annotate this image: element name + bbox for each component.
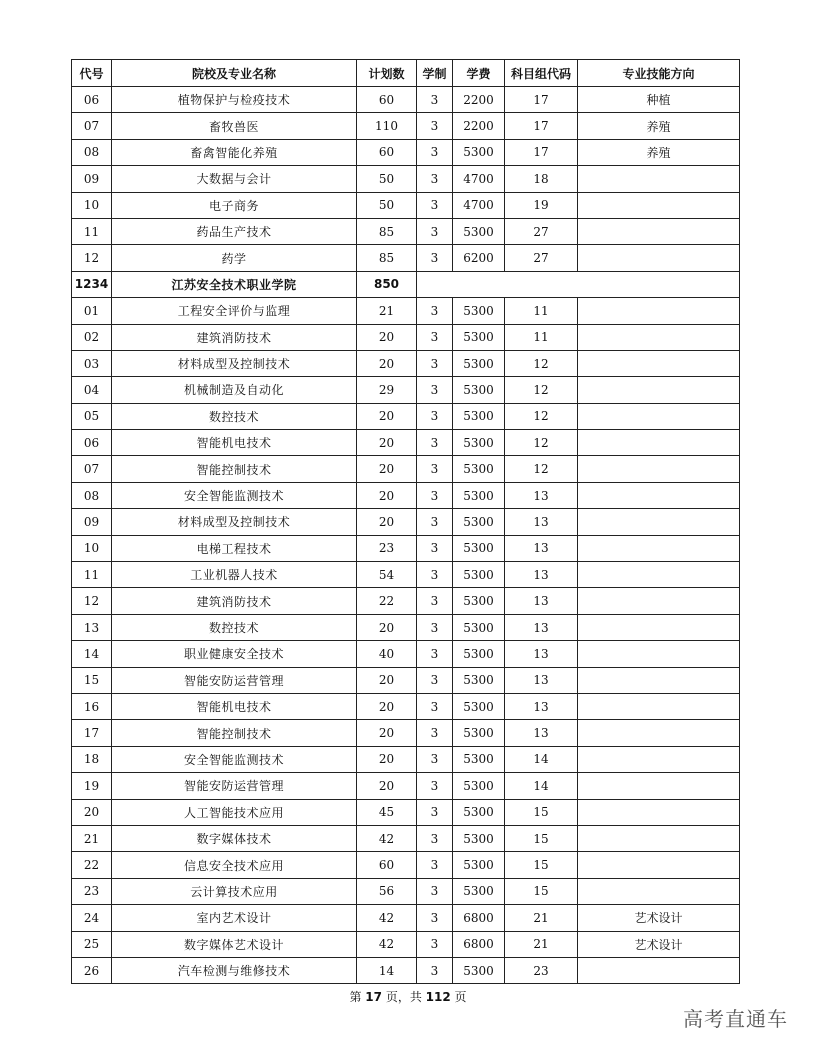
institution-row bbox=[72, 271, 740, 297]
subject-group-code: 17 bbox=[505, 113, 578, 139]
major-name: 数字媒体艺术设计 bbox=[112, 931, 357, 957]
header-direction: 专业技能方向 bbox=[578, 60, 740, 87]
subject-group-code: 15 bbox=[505, 878, 578, 904]
major-name: 植物保护与检疫技术 bbox=[112, 87, 357, 113]
table-row bbox=[72, 298, 740, 324]
tuition-fee: 5300 bbox=[453, 482, 505, 508]
major-name: 智能安防运营管理 bbox=[112, 773, 357, 799]
subject-group-code: 15 bbox=[505, 852, 578, 878]
study-years: 3 bbox=[417, 588, 453, 614]
major-name: 智能机电技术 bbox=[112, 693, 357, 719]
table-row bbox=[72, 746, 740, 772]
table-row bbox=[72, 693, 740, 719]
subject-group-code: 13 bbox=[505, 588, 578, 614]
major-code: 25 bbox=[72, 931, 112, 957]
major-code: 03 bbox=[72, 350, 112, 376]
footer-middle: 页，共 bbox=[382, 990, 426, 1004]
tuition-fee: 5300 bbox=[453, 324, 505, 350]
plan-count: 42 bbox=[357, 905, 417, 931]
enrollment-plan-table bbox=[71, 59, 740, 984]
plan-count: 20 bbox=[357, 509, 417, 535]
header-name: 院校及专业名称 bbox=[112, 60, 357, 87]
plan-count: 23 bbox=[357, 535, 417, 561]
skill-direction bbox=[578, 852, 740, 878]
skill-direction bbox=[578, 456, 740, 482]
major-name: 大数据与会计 bbox=[112, 166, 357, 192]
tuition-fee: 5300 bbox=[453, 588, 505, 614]
subject-group-code: 11 bbox=[505, 324, 578, 350]
major-code: 05 bbox=[72, 403, 112, 429]
major-name: 药学 bbox=[112, 245, 357, 271]
plan-count: 40 bbox=[357, 641, 417, 667]
major-code: 12 bbox=[72, 588, 112, 614]
table-body bbox=[72, 87, 740, 984]
skill-direction bbox=[578, 641, 740, 667]
subject-group-code: 19 bbox=[505, 192, 578, 218]
major-name: 人工智能技术应用 bbox=[112, 799, 357, 825]
table-row bbox=[72, 245, 740, 271]
tuition-fee: 4700 bbox=[453, 192, 505, 218]
study-years: 3 bbox=[417, 218, 453, 244]
table-row bbox=[72, 825, 740, 851]
major-code: 18 bbox=[72, 746, 112, 772]
subject-group-code: 15 bbox=[505, 825, 578, 851]
plan-count: 50 bbox=[357, 192, 417, 218]
skill-direction: 养殖 bbox=[578, 139, 740, 165]
subject-group-code: 27 bbox=[505, 245, 578, 271]
subject-group-code: 14 bbox=[505, 773, 578, 799]
table-row bbox=[72, 482, 740, 508]
subject-group-code: 17 bbox=[505, 87, 578, 113]
study-years: 3 bbox=[417, 773, 453, 799]
subject-group-code: 13 bbox=[505, 720, 578, 746]
table-row bbox=[72, 905, 740, 931]
watermark-text: 高考直通车 bbox=[683, 1007, 788, 1031]
header-row bbox=[72, 60, 740, 87]
major-name: 材料成型及控制技术 bbox=[112, 350, 357, 376]
skill-direction: 艺术设计 bbox=[578, 905, 740, 931]
major-name: 安全智能监测技术 bbox=[112, 482, 357, 508]
subject-group-code: 21 bbox=[505, 931, 578, 957]
major-name: 智能机电技术 bbox=[112, 430, 357, 456]
tuition-fee: 2200 bbox=[453, 113, 505, 139]
subject-group-code: 13 bbox=[505, 535, 578, 561]
plan-count: 20 bbox=[357, 456, 417, 482]
major-code: 22 bbox=[72, 852, 112, 878]
study-years: 3 bbox=[417, 878, 453, 904]
subject-group-code: 13 bbox=[505, 693, 578, 719]
skill-direction bbox=[578, 878, 740, 904]
tuition-fee: 5300 bbox=[453, 218, 505, 244]
tuition-fee: 5300 bbox=[453, 720, 505, 746]
major-code: 16 bbox=[72, 693, 112, 719]
tuition-fee: 5300 bbox=[453, 878, 505, 904]
skill-direction bbox=[578, 535, 740, 561]
major-name: 安全智能监测技术 bbox=[112, 746, 357, 772]
table-row bbox=[72, 535, 740, 561]
major-code: 02 bbox=[72, 324, 112, 350]
subject-group-code: 13 bbox=[505, 482, 578, 508]
tuition-fee: 5300 bbox=[453, 746, 505, 772]
table-row bbox=[72, 562, 740, 588]
header-years: 学制 bbox=[417, 60, 453, 87]
header-plan: 计划数 bbox=[357, 60, 417, 87]
table-row bbox=[72, 588, 740, 614]
tuition-fee: 5300 bbox=[453, 350, 505, 376]
major-name: 药品生产技术 bbox=[112, 218, 357, 244]
major-name: 智能控制技术 bbox=[112, 720, 357, 746]
subject-group-code: 13 bbox=[505, 562, 578, 588]
skill-direction bbox=[578, 218, 740, 244]
major-code: 01 bbox=[72, 298, 112, 324]
major-code: 07 bbox=[72, 456, 112, 482]
study-years: 3 bbox=[417, 482, 453, 508]
skill-direction bbox=[578, 245, 740, 271]
major-name: 汽车检测与维修技术 bbox=[112, 957, 357, 983]
subject-group-code: 14 bbox=[505, 746, 578, 772]
table-row bbox=[72, 403, 740, 429]
skill-direction bbox=[578, 298, 740, 324]
study-years: 3 bbox=[417, 693, 453, 719]
study-years: 3 bbox=[417, 377, 453, 403]
plan-count: 20 bbox=[357, 614, 417, 640]
tuition-fee: 2200 bbox=[453, 87, 505, 113]
tuition-fee: 5300 bbox=[453, 614, 505, 640]
study-years: 3 bbox=[417, 825, 453, 851]
table-row bbox=[72, 430, 740, 456]
skill-direction bbox=[578, 377, 740, 403]
tuition-fee: 5300 bbox=[453, 139, 505, 165]
subject-group-code: 17 bbox=[505, 139, 578, 165]
study-years: 3 bbox=[417, 562, 453, 588]
study-years: 3 bbox=[417, 350, 453, 376]
study-years: 3 bbox=[417, 87, 453, 113]
subject-group-code: 12 bbox=[505, 377, 578, 403]
study-years: 3 bbox=[417, 166, 453, 192]
table-row bbox=[72, 878, 740, 904]
study-years: 3 bbox=[417, 245, 453, 271]
tuition-fee: 5300 bbox=[453, 693, 505, 719]
major-code: 14 bbox=[72, 641, 112, 667]
plan-count: 42 bbox=[357, 931, 417, 957]
tuition-fee: 5300 bbox=[453, 403, 505, 429]
major-name: 职业健康安全技术 bbox=[112, 641, 357, 667]
study-years: 3 bbox=[417, 852, 453, 878]
skill-direction bbox=[578, 825, 740, 851]
plan-count: 56 bbox=[357, 878, 417, 904]
footer-prefix: 第 bbox=[349, 990, 366, 1004]
plan-count: 20 bbox=[357, 403, 417, 429]
current-page-number: 17 bbox=[365, 990, 382, 1004]
major-name: 机械制造及自动化 bbox=[112, 377, 357, 403]
skill-direction: 种植 bbox=[578, 87, 740, 113]
major-name: 智能控制技术 bbox=[112, 456, 357, 482]
table-row bbox=[72, 641, 740, 667]
tuition-fee: 5300 bbox=[453, 377, 505, 403]
table-row bbox=[72, 667, 740, 693]
study-years: 3 bbox=[417, 113, 453, 139]
major-code: 06 bbox=[72, 430, 112, 456]
skill-direction bbox=[578, 667, 740, 693]
major-code: 26 bbox=[72, 957, 112, 983]
subject-group-code: 11 bbox=[505, 298, 578, 324]
table-header bbox=[72, 60, 740, 87]
institution-plan-count: 850 bbox=[357, 271, 417, 297]
table-row bbox=[72, 456, 740, 482]
major-code: 21 bbox=[72, 825, 112, 851]
table-row bbox=[72, 720, 740, 746]
subject-group-code: 12 bbox=[505, 403, 578, 429]
plan-count: 42 bbox=[357, 825, 417, 851]
institution-code: 1234 bbox=[72, 271, 112, 297]
plan-count: 20 bbox=[357, 482, 417, 508]
plan-count: 21 bbox=[357, 298, 417, 324]
major-code: 09 bbox=[72, 509, 112, 535]
study-years: 3 bbox=[417, 139, 453, 165]
tuition-fee: 5300 bbox=[453, 799, 505, 825]
subject-group-code: 18 bbox=[505, 166, 578, 192]
tuition-fee: 5300 bbox=[453, 298, 505, 324]
major-code: 08 bbox=[72, 139, 112, 165]
major-code: 24 bbox=[72, 905, 112, 931]
major-name: 畜禽智能化养殖 bbox=[112, 139, 357, 165]
major-code: 23 bbox=[72, 878, 112, 904]
table-row bbox=[72, 509, 740, 535]
table-row bbox=[72, 139, 740, 165]
skill-direction: 艺术设计 bbox=[578, 931, 740, 957]
plan-count: 20 bbox=[357, 746, 417, 772]
subject-group-code: 21 bbox=[505, 905, 578, 931]
subject-group-code: 23 bbox=[505, 957, 578, 983]
subject-group-code: 13 bbox=[505, 667, 578, 693]
tuition-fee: 6200 bbox=[453, 245, 505, 271]
tuition-fee: 6800 bbox=[453, 931, 505, 957]
subject-group-code: 12 bbox=[505, 430, 578, 456]
major-name: 工业机器人技术 bbox=[112, 562, 357, 588]
tuition-fee: 6800 bbox=[453, 905, 505, 931]
study-years: 3 bbox=[417, 192, 453, 218]
subject-group-code: 13 bbox=[505, 509, 578, 535]
skill-direction bbox=[578, 509, 740, 535]
table-row bbox=[72, 773, 740, 799]
major-code: 17 bbox=[72, 720, 112, 746]
major-code: 08 bbox=[72, 482, 112, 508]
major-code: 10 bbox=[72, 535, 112, 561]
study-years: 3 bbox=[417, 957, 453, 983]
major-code: 09 bbox=[72, 166, 112, 192]
major-name: 畜牧兽医 bbox=[112, 113, 357, 139]
study-years: 3 bbox=[417, 324, 453, 350]
plan-count: 60 bbox=[357, 139, 417, 165]
tuition-fee: 5300 bbox=[453, 852, 505, 878]
table-row bbox=[72, 957, 740, 983]
major-name: 信息安全技术应用 bbox=[112, 852, 357, 878]
plan-count: 29 bbox=[357, 377, 417, 403]
footer-suffix: 页 bbox=[450, 990, 467, 1004]
tuition-fee: 5300 bbox=[453, 456, 505, 482]
major-name: 数字媒体技术 bbox=[112, 825, 357, 851]
study-years: 3 bbox=[417, 298, 453, 324]
skill-direction bbox=[578, 166, 740, 192]
major-name: 电梯工程技术 bbox=[112, 535, 357, 561]
study-years: 3 bbox=[417, 509, 453, 535]
subject-group-code: 13 bbox=[505, 614, 578, 640]
study-years: 3 bbox=[417, 403, 453, 429]
subject-group-code: 12 bbox=[505, 456, 578, 482]
subject-group-code: 12 bbox=[505, 350, 578, 376]
plan-count: 20 bbox=[357, 773, 417, 799]
tuition-fee: 5300 bbox=[453, 667, 505, 693]
tuition-fee: 4700 bbox=[453, 166, 505, 192]
table-row bbox=[72, 218, 740, 244]
subject-group-code: 13 bbox=[505, 641, 578, 667]
major-name: 建筑消防技术 bbox=[112, 588, 357, 614]
table-row bbox=[72, 377, 740, 403]
skill-direction: 养殖 bbox=[578, 113, 740, 139]
major-name: 数控技术 bbox=[112, 614, 357, 640]
plan-count: 20 bbox=[357, 324, 417, 350]
study-years: 3 bbox=[417, 667, 453, 693]
study-years: 3 bbox=[417, 931, 453, 957]
plan-count: 22 bbox=[357, 588, 417, 614]
plan-count: 20 bbox=[357, 693, 417, 719]
major-name: 智能安防运营管理 bbox=[112, 667, 357, 693]
study-years: 3 bbox=[417, 614, 453, 640]
major-code: 19 bbox=[72, 773, 112, 799]
major-code: 06 bbox=[72, 87, 112, 113]
skill-direction bbox=[578, 614, 740, 640]
study-years: 3 bbox=[417, 641, 453, 667]
table-row bbox=[72, 852, 740, 878]
skill-direction bbox=[578, 773, 740, 799]
study-years: 3 bbox=[417, 746, 453, 772]
table-row bbox=[72, 87, 740, 113]
skill-direction bbox=[578, 430, 740, 456]
study-years: 3 bbox=[417, 430, 453, 456]
header-code: 代号 bbox=[72, 60, 112, 87]
major-code: 20 bbox=[72, 799, 112, 825]
total-pages-number: 112 bbox=[425, 990, 451, 1004]
tuition-fee: 5300 bbox=[453, 825, 505, 851]
skill-direction bbox=[578, 562, 740, 588]
study-years: 3 bbox=[417, 456, 453, 482]
major-code: 13 bbox=[72, 614, 112, 640]
table-row bbox=[72, 324, 740, 350]
plan-count: 14 bbox=[357, 957, 417, 983]
plan-count: 60 bbox=[357, 852, 417, 878]
skill-direction bbox=[578, 799, 740, 825]
skill-direction bbox=[578, 720, 740, 746]
tuition-fee: 5300 bbox=[453, 535, 505, 561]
plan-count: 85 bbox=[357, 245, 417, 271]
skill-direction bbox=[578, 746, 740, 772]
institution-name: 江苏安全技术职业学院 bbox=[112, 271, 357, 297]
study-years: 3 bbox=[417, 905, 453, 931]
skill-direction bbox=[578, 957, 740, 983]
tuition-fee: 5300 bbox=[453, 957, 505, 983]
tuition-fee: 5300 bbox=[453, 773, 505, 799]
major-name: 数控技术 bbox=[112, 403, 357, 429]
major-name: 材料成型及控制技术 bbox=[112, 509, 357, 535]
subject-group-code: 27 bbox=[505, 218, 578, 244]
major-code: 07 bbox=[72, 113, 112, 139]
tuition-fee: 5300 bbox=[453, 562, 505, 588]
major-code: 11 bbox=[72, 218, 112, 244]
table-row bbox=[72, 350, 740, 376]
header-subject: 科目组代码 bbox=[505, 60, 578, 87]
table-row bbox=[72, 166, 740, 192]
major-code: 11 bbox=[72, 562, 112, 588]
skill-direction bbox=[578, 588, 740, 614]
skill-direction bbox=[578, 192, 740, 218]
plan-count: 20 bbox=[357, 430, 417, 456]
major-code: 10 bbox=[72, 192, 112, 218]
major-name: 电子商务 bbox=[112, 192, 357, 218]
plan-count: 110 bbox=[357, 113, 417, 139]
major-code: 04 bbox=[72, 377, 112, 403]
institution-empty-cell bbox=[417, 271, 740, 297]
skill-direction bbox=[578, 482, 740, 508]
table-row bbox=[72, 931, 740, 957]
tuition-fee: 5300 bbox=[453, 430, 505, 456]
skill-direction bbox=[578, 403, 740, 429]
subject-group-code: 15 bbox=[505, 799, 578, 825]
major-code: 12 bbox=[72, 245, 112, 271]
plan-count: 60 bbox=[357, 87, 417, 113]
tuition-fee: 5300 bbox=[453, 641, 505, 667]
study-years: 3 bbox=[417, 535, 453, 561]
plan-count: 50 bbox=[357, 166, 417, 192]
table-row bbox=[72, 113, 740, 139]
table-row bbox=[72, 614, 740, 640]
skill-direction bbox=[578, 324, 740, 350]
table-row bbox=[72, 799, 740, 825]
plan-count: 20 bbox=[357, 720, 417, 746]
major-name: 建筑消防技术 bbox=[112, 324, 357, 350]
tuition-fee: 5300 bbox=[453, 509, 505, 535]
skill-direction bbox=[578, 693, 740, 719]
plan-count: 54 bbox=[357, 562, 417, 588]
major-name: 工程安全评价与监理 bbox=[112, 298, 357, 324]
study-years: 3 bbox=[417, 799, 453, 825]
plan-count: 85 bbox=[357, 218, 417, 244]
major-name: 室内艺术设计 bbox=[112, 905, 357, 931]
plan-count: 20 bbox=[357, 667, 417, 693]
skill-direction bbox=[578, 350, 740, 376]
study-years: 3 bbox=[417, 720, 453, 746]
header-fee: 学费 bbox=[453, 60, 505, 87]
major-code: 15 bbox=[72, 667, 112, 693]
major-name: 云计算技术应用 bbox=[112, 878, 357, 904]
plan-count: 20 bbox=[357, 350, 417, 376]
plan-count: 45 bbox=[357, 799, 417, 825]
table-row bbox=[72, 192, 740, 218]
